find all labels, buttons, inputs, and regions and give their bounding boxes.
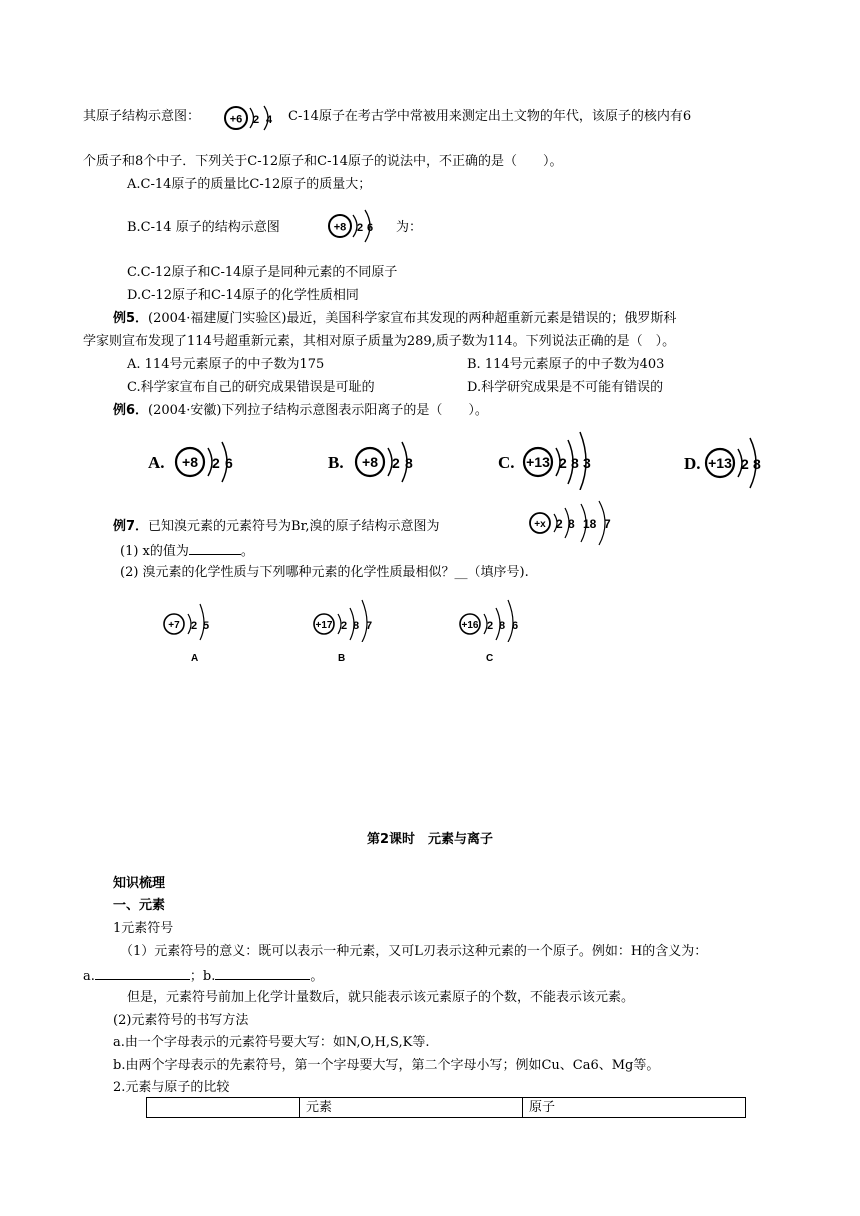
shell-electron-count: 2 [253, 114, 260, 126]
blank-a-label: a. [83, 969, 95, 984]
shell-electron-count: 8 [499, 620, 506, 632]
blank-b-label: ；b. [189, 969, 216, 984]
paragraph-symbol-meaning: （1）元素符号的意义：既可以表示一种元素，又可L刃表示这种元素的一个原子。例如：H的含义为： [120, 944, 708, 959]
ex5-option-b: B. 114号元素原子的中子数为403 [467, 357, 665, 372]
shell-electron-count: 2 [341, 620, 348, 632]
ex4-line1-suffix: C-14原子在考古学中常被用来测定出土文物的年代，该原子的核内有6 [288, 109, 692, 124]
atom-nucleus-label: +16 [461, 620, 479, 631]
table-cell [147, 1098, 300, 1118]
atom-nucleus-label: +6 [229, 113, 243, 126]
atom-nucleus-label: +17 [315, 620, 333, 631]
shell-electron-count: 8 [571, 455, 579, 471]
ex6-line1 [113, 402, 488, 419]
subheading-comparison: 2.元素与原子的比较 [113, 1080, 230, 1095]
ex6-option-b-diagram [328, 436, 428, 486]
ex4-option-d: D.C-12原子和C-14原子的化学性质相同 [127, 288, 359, 303]
ex7-question-2: (2) 溴元素的化学性质与下列哪种元素的化学性质最相似？__（填序号). [120, 565, 529, 580]
atom-nucleus-label: +8 [362, 454, 378, 470]
shell-electron-count: 5 [203, 620, 210, 632]
paragraph-coefficient: 但是，元素符号前加上化学计量数后，就只能表示该元素原子的个数，不能表示该元素。 [127, 990, 635, 1005]
table-row [147, 1098, 746, 1118]
ex7-option-a-diagram [160, 598, 220, 642]
shell-electron-count: 7 [604, 517, 611, 531]
subheading-writing-method: (2)元素符号的书写方法 [113, 1013, 249, 1028]
ex5-label: 例5． [113, 311, 149, 326]
shell-electron-count: 2 [487, 620, 494, 632]
ex7-option-b-caption: B [338, 653, 346, 664]
paragraph-single-letter: a.由一个字母表示的元素符号要大写：如N,O,H,S,K等. [113, 1035, 430, 1050]
ex7-label: 例7． [113, 519, 149, 534]
option-letter: A. [148, 453, 165, 472]
ex4-line2: 个质子和8个中子．下列关于C-12原子和C-14原子的说法中，不正确的是（ ）。 [83, 154, 563, 169]
shell-electron-count: 8 [753, 456, 761, 472]
ex6-text: (2004·安徽)下列拉子结构示意图表示阳离子的是（ ）。 [148, 403, 488, 418]
ex7-option-b-diagram [310, 598, 386, 642]
ex6-label: 例6． [113, 403, 149, 418]
ex7-option-c-caption: C [486, 653, 494, 664]
option-letter: D. [684, 454, 701, 473]
ex7-line1 [113, 518, 440, 535]
comparison-table [146, 1097, 746, 1118]
lesson-title: 第2课时 元素与离子 [366, 832, 494, 847]
option-letter: B. [328, 453, 344, 472]
shell-electron-count: 6 [225, 455, 233, 471]
ex4-option-b-suffix: 为： [396, 220, 423, 235]
shell-electron-count: 8 [353, 620, 360, 632]
ex4-option-a: A.C-14原子的质量比C-12原子的质量大； [127, 177, 372, 192]
shell-electron-count: 18 [583, 517, 597, 531]
table-header-atom: 原子 [523, 1098, 746, 1118]
shell-electron-count: 4 [266, 114, 273, 126]
shell-electron-count: 2 [556, 517, 563, 531]
ex7-question-1 [120, 541, 254, 560]
ex5-option-d: D.科学研究成果是不可能有错误的 [467, 380, 664, 395]
ex6-option-c-diagram [498, 430, 608, 490]
ex7-q1-suffix: 。 [240, 544, 254, 559]
ex7-text: 已知溴元素的元素符号为Br,溴的原子结构示意图为 [148, 519, 440, 534]
atom-nucleus-label: +13 [526, 454, 550, 470]
ex5-option-c: C.科学家宣布自己的研究成果错误是可耻的 [127, 380, 375, 395]
shell-electron-count: 8 [568, 517, 575, 531]
atom-nucleus-label: +7 [168, 620, 180, 631]
shell-electron-count: 7 [366, 620, 373, 632]
option-letter: C. [498, 453, 515, 472]
ex5-line1 [113, 310, 676, 327]
ex7-option-c-diagram [456, 598, 532, 642]
ex5-option-a: A. 114号元素原子的中子数为175 [127, 357, 325, 372]
atom-nucleus-label: +x [534, 519, 546, 530]
answer-blank-a[interactable] [95, 966, 190, 980]
shell-electron-count: 2 [392, 455, 400, 471]
ex4-line1-prefix: 其原子结构示意图： [83, 109, 201, 124]
shell-electron-count: 2 [191, 620, 198, 632]
shell-electron-count: 3 [583, 455, 591, 471]
answer-blank[interactable] [189, 541, 241, 555]
ex5-text: (2004·福建厦门实验区)最近，美国科学家宣布其发现的两种超重新元素是错误的；俄罗斯科 [148, 311, 677, 326]
atom-diagram-c14-option-b [325, 206, 385, 246]
shell-electron-count: 2 [357, 222, 364, 234]
shell-electron-count: 2 [212, 455, 220, 471]
atom-nucleus-label: +8 [182, 454, 198, 470]
section-heading-knowledge: 知识梳理 [113, 876, 166, 891]
ex6-option-d-diagram [684, 432, 784, 490]
shell-electron-count: 6 [367, 222, 374, 234]
shell-electron-count: 2 [741, 456, 749, 472]
ex6-option-a-diagram [148, 436, 248, 486]
answer-line-end: 。 [310, 969, 324, 984]
atom-diagram-c14 [222, 103, 282, 133]
table-header-element: 元素 [300, 1098, 523, 1118]
subheading-element-symbol: 1元素符号 [113, 921, 174, 936]
ex4-option-c: C.C-12原子和C-14原子是同种元素的不同原子 [127, 265, 398, 280]
ex5-line2: 学家则宣布发现了114号超重新元素，其相对原子质量为289,质子数为114。下列说法正确的是（ ）。 [83, 334, 676, 349]
section-heading-element: 一、元素 [113, 898, 166, 913]
shell-electron-count: 8 [405, 455, 413, 471]
atom-nucleus-label: +13 [708, 455, 732, 471]
atom-diagram-bromine [527, 500, 637, 546]
answer-blank-b[interactable] [215, 966, 310, 980]
atom-nucleus-label: +8 [333, 221, 347, 234]
shell-electron-count: 2 [559, 455, 567, 471]
ex7-q1-prefix: (1) x的值为 [120, 544, 189, 559]
shell-electron-count: 6 [512, 620, 519, 632]
paragraph-two-letters: b.由两个字母表示的先素符号，第一个字母要大写，第二个字母小写；例如Cu、Ca6、Mg等。 [113, 1058, 660, 1073]
paragraph-answer-line [83, 966, 323, 985]
ex7-option-a-caption: A [191, 653, 199, 664]
ex4-option-b-prefix: B.C-14 原子的结构示意图 [127, 220, 280, 235]
